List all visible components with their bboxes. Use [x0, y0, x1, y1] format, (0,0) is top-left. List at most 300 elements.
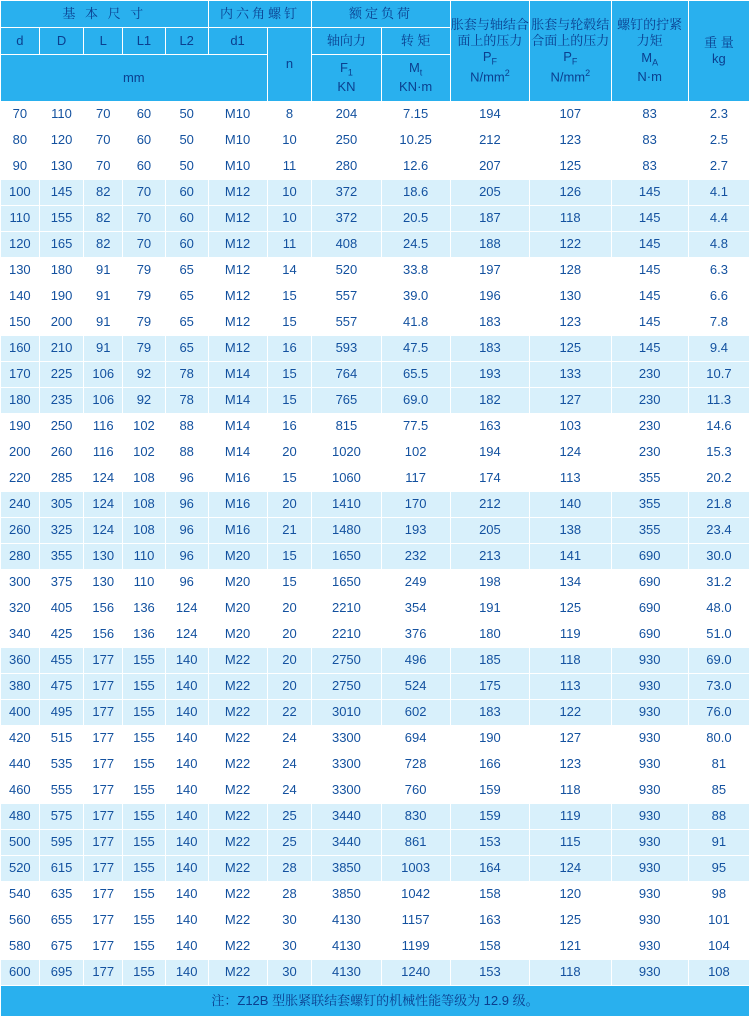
cell-torque: 524: [381, 674, 450, 700]
cell-hub-pressure: 118: [530, 960, 611, 986]
cell-weight: 81: [688, 752, 749, 778]
cell-n: 28: [267, 882, 312, 908]
table-row: [1, 882, 750, 908]
cell-hub-pressure: 134: [530, 570, 611, 596]
cell-D: 375: [39, 570, 84, 596]
cell-axial-force: 3850: [312, 856, 381, 882]
cell-hub-pressure: 113: [530, 674, 611, 700]
cell-axial-force: 2210: [312, 622, 381, 648]
cell-tighten-torque: 930: [611, 804, 688, 830]
cell-L1: 155: [123, 830, 166, 856]
cell-L1: 60: [123, 102, 166, 128]
table-row: [1, 492, 750, 518]
cell-d: 560: [1, 908, 40, 934]
cell-n: 15: [267, 544, 312, 570]
cell-axial-force: 4130: [312, 934, 381, 960]
cell-axial-force: 3440: [312, 830, 381, 856]
cell-L2: 140: [165, 882, 208, 908]
cell-tighten-torque: 690: [611, 544, 688, 570]
cell-tighten-torque: 930: [611, 648, 688, 674]
cell-shaft-pressure: 153: [450, 830, 529, 856]
cell-d1: M22: [208, 856, 267, 882]
cell-d1: M20: [208, 570, 267, 596]
cell-L: 91: [84, 258, 123, 284]
cell-tighten-torque: 83: [611, 102, 688, 128]
cell-torque: 728: [381, 752, 450, 778]
table-row: [1, 544, 750, 570]
cell-L2: 96: [165, 466, 208, 492]
cell-hub-pressure: 118: [530, 206, 611, 232]
cell-n: 16: [267, 414, 312, 440]
table-row: [1, 388, 750, 414]
cell-D: 200: [39, 310, 84, 336]
cell-weight: 30.0: [688, 544, 749, 570]
header-weight: [688, 1, 749, 102]
cell-n: 16: [267, 336, 312, 362]
cell-L2: 88: [165, 414, 208, 440]
cell-D: 635: [39, 882, 84, 908]
cell-axial-force: 372: [312, 206, 381, 232]
footer-note: 注：Z12B 型胀紧联结套螺钉的机械性能等级为 12.9 级。: [1, 986, 750, 1017]
cell-weight: 108: [688, 960, 749, 986]
cell-d: 110: [1, 206, 40, 232]
cell-n: 20: [267, 492, 312, 518]
cell-axial-force: 815: [312, 414, 381, 440]
cell-d: 520: [1, 856, 40, 882]
cell-D: 285: [39, 466, 84, 492]
cell-tighten-torque: 930: [611, 934, 688, 960]
table-row: [1, 960, 750, 986]
cell-L1: 92: [123, 362, 166, 388]
cell-tighten-torque: 930: [611, 882, 688, 908]
cell-d: 140: [1, 284, 40, 310]
cell-tighten-torque: 355: [611, 518, 688, 544]
header-torque-symbol: $M_t$ KN·m: [381, 55, 450, 102]
cell-axial-force: 1410: [312, 492, 381, 518]
cell-tighten-torque: 145: [611, 258, 688, 284]
table-row: [1, 362, 750, 388]
table-row: [1, 128, 750, 154]
cell-L: 177: [84, 934, 123, 960]
cell-shaft-pressure: 188: [450, 232, 529, 258]
cell-d: 300: [1, 570, 40, 596]
cell-n: 25: [267, 804, 312, 830]
cell-hub-pressure: 119: [530, 622, 611, 648]
cell-d: 90: [1, 154, 40, 180]
header-shaft-pressure-unit: $N/mm^2$: [470, 67, 510, 85]
cell-torque: 602: [381, 700, 450, 726]
cell-shaft-pressure: 207: [450, 154, 529, 180]
cell-L: 124: [84, 466, 123, 492]
cell-axial-force: 2210: [312, 596, 381, 622]
cell-shaft-pressure: 185: [450, 648, 529, 674]
table-row: [1, 466, 750, 492]
cell-d1: M22: [208, 648, 267, 674]
cell-L: 177: [84, 804, 123, 830]
cell-weight: 20.2: [688, 466, 749, 492]
cell-L2: 65: [165, 258, 208, 284]
cell-D: 325: [39, 518, 84, 544]
cell-L: 70: [84, 128, 123, 154]
cell-axial-force: 1650: [312, 570, 381, 596]
cell-torque: 760: [381, 778, 450, 804]
cell-tighten-torque: 230: [611, 362, 688, 388]
cell-torque: 18.6: [381, 180, 450, 206]
cell-axial-force: 4130: [312, 960, 381, 986]
cell-D: 165: [39, 232, 84, 258]
cell-torque: 39.0: [381, 284, 450, 310]
cell-shaft-pressure: 198: [450, 570, 529, 596]
cell-axial-force: 1020: [312, 440, 381, 466]
cell-D: 405: [39, 596, 84, 622]
cell-L2: 140: [165, 700, 208, 726]
cell-hub-pressure: 125: [530, 154, 611, 180]
cell-weight: 14.6: [688, 414, 749, 440]
header-col-L1: L1: [123, 28, 166, 55]
cell-L1: 155: [123, 700, 166, 726]
cell-axial-force: 764: [312, 362, 381, 388]
cell-torque: 20.5: [381, 206, 450, 232]
cell-n: 15: [267, 388, 312, 414]
cell-axial-force: 3010: [312, 700, 381, 726]
table-row: [1, 856, 750, 882]
cell-L: 124: [84, 492, 123, 518]
cell-torque: 7.15: [381, 102, 450, 128]
cell-tighten-torque: 930: [611, 726, 688, 752]
cell-L: 106: [84, 388, 123, 414]
header-col-axial-force: 轴向力: [312, 28, 381, 55]
cell-n: 8: [267, 102, 312, 128]
cell-hub-pressure: 124: [530, 856, 611, 882]
cell-shaft-pressure: 212: [450, 492, 529, 518]
cell-d: 600: [1, 960, 40, 986]
cell-shaft-pressure: 187: [450, 206, 529, 232]
cell-L1: 155: [123, 908, 166, 934]
cell-shaft-pressure: 159: [450, 778, 529, 804]
cell-D: 515: [39, 726, 84, 752]
cell-d1: M12: [208, 258, 267, 284]
cell-torque: 41.8: [381, 310, 450, 336]
cell-d: 360: [1, 648, 40, 674]
cell-L: 124: [84, 518, 123, 544]
cell-L: 82: [84, 180, 123, 206]
cell-d1: M22: [208, 882, 267, 908]
table-row: [1, 440, 750, 466]
cell-d1: M20: [208, 596, 267, 622]
cell-d: 220: [1, 466, 40, 492]
cell-d1: M14: [208, 388, 267, 414]
cell-L: 156: [84, 622, 123, 648]
cell-weight: 48.0: [688, 596, 749, 622]
cell-d1: M16: [208, 518, 267, 544]
cell-D: 120: [39, 128, 84, 154]
header-col-d1: d1: [208, 28, 267, 55]
cell-D: 695: [39, 960, 84, 986]
cell-L: 177: [84, 960, 123, 986]
cell-d: 320: [1, 596, 40, 622]
table-row: [1, 310, 750, 336]
cell-L1: 60: [123, 154, 166, 180]
cell-tighten-torque: 145: [611, 180, 688, 206]
cell-n: 10: [267, 128, 312, 154]
cell-axial-force: 3440: [312, 804, 381, 830]
cell-tighten-torque: 83: [611, 128, 688, 154]
table-row: [1, 752, 750, 778]
cell-weight: 104: [688, 934, 749, 960]
cell-L: 177: [84, 648, 123, 674]
table-row: [1, 414, 750, 440]
cell-L1: 79: [123, 310, 166, 336]
cell-L: 177: [84, 700, 123, 726]
cell-d1: M22: [208, 752, 267, 778]
cell-n: 15: [267, 570, 312, 596]
cell-L2: 140: [165, 752, 208, 778]
cell-d1: M22: [208, 960, 267, 986]
cell-torque: 117: [381, 466, 450, 492]
cell-torque: 830: [381, 804, 450, 830]
table-row: [1, 934, 750, 960]
cell-axial-force: 765: [312, 388, 381, 414]
cell-L2: 140: [165, 804, 208, 830]
cell-shaft-pressure: 163: [450, 908, 529, 934]
table-row: [1, 674, 750, 700]
cell-axial-force: 1650: [312, 544, 381, 570]
cell-d1: M14: [208, 362, 267, 388]
cell-D: 190: [39, 284, 84, 310]
cell-L1: 70: [123, 232, 166, 258]
cell-d: 500: [1, 830, 40, 856]
cell-L1: 79: [123, 284, 166, 310]
cell-torque: 47.5: [381, 336, 450, 362]
cell-weight: 9.4: [688, 336, 749, 362]
cell-tighten-torque: 230: [611, 440, 688, 466]
cell-D: 425: [39, 622, 84, 648]
cell-L: 177: [84, 908, 123, 934]
table-header: [1, 1, 750, 102]
table-row: [1, 570, 750, 596]
cell-d: 190: [1, 414, 40, 440]
header-shaft-pressure: [450, 1, 529, 102]
cell-hub-pressure: 123: [530, 752, 611, 778]
cell-L2: 140: [165, 830, 208, 856]
cell-axial-force: 3850: [312, 882, 381, 908]
cell-L: 177: [84, 856, 123, 882]
cell-torque: 170: [381, 492, 450, 518]
cell-L1: 136: [123, 622, 166, 648]
cell-L2: 96: [165, 492, 208, 518]
cell-tighten-torque: 145: [611, 232, 688, 258]
cell-torque: 24.5: [381, 232, 450, 258]
cell-L: 91: [84, 336, 123, 362]
cell-d: 70: [1, 102, 40, 128]
cell-torque: 496: [381, 648, 450, 674]
cell-tighten-torque: 355: [611, 492, 688, 518]
cell-axial-force: 2750: [312, 674, 381, 700]
cell-n: 22: [267, 700, 312, 726]
cell-n: 20: [267, 440, 312, 466]
cell-shaft-pressure: 163: [450, 414, 529, 440]
cell-n: 10: [267, 206, 312, 232]
cell-d1: M12: [208, 206, 267, 232]
cell-n: 11: [267, 232, 312, 258]
cell-tighten-torque: 930: [611, 700, 688, 726]
cell-axial-force: 593: [312, 336, 381, 362]
cell-shaft-pressure: 175: [450, 674, 529, 700]
cell-L: 177: [84, 752, 123, 778]
cell-hub-pressure: 127: [530, 726, 611, 752]
cell-d: 480: [1, 804, 40, 830]
header-shaft-pressure-symbol: $P_F$: [482, 49, 497, 67]
cell-tighten-torque: 930: [611, 856, 688, 882]
cell-shaft-pressure: 197: [450, 258, 529, 284]
cell-torque: 249: [381, 570, 450, 596]
cell-torque: 69.0: [381, 388, 450, 414]
header-axial-force-symbol: $F_1$ KN: [312, 55, 381, 102]
cell-L2: 50: [165, 154, 208, 180]
cell-tighten-torque: 930: [611, 674, 688, 700]
header-axial-force-unit: KN: [337, 79, 356, 95]
cell-d: 440: [1, 752, 40, 778]
cell-weight: 73.0: [688, 674, 749, 700]
cell-L2: 96: [165, 570, 208, 596]
cell-L1: 155: [123, 934, 166, 960]
cell-d1: M10: [208, 128, 267, 154]
cell-axial-force: 3300: [312, 752, 381, 778]
cell-n: 15: [267, 466, 312, 492]
cell-tighten-torque: 930: [611, 752, 688, 778]
cell-tighten-torque: 930: [611, 778, 688, 804]
cell-hub-pressure: 121: [530, 934, 611, 960]
cell-d: 150: [1, 310, 40, 336]
cell-tighten-torque: 930: [611, 830, 688, 856]
cell-L: 177: [84, 830, 123, 856]
header-col-D: D: [39, 28, 84, 55]
cell-axial-force: 557: [312, 310, 381, 336]
cell-hub-pressure: 120: [530, 882, 611, 908]
cell-n: 15: [267, 284, 312, 310]
cell-d: 580: [1, 934, 40, 960]
header-hub-pressure-unit: $N/mm^2$: [550, 67, 591, 85]
cell-axial-force: 3300: [312, 726, 381, 752]
header-col-d: d: [1, 28, 40, 55]
cell-L1: 79: [123, 336, 166, 362]
cell-n: 15: [267, 310, 312, 336]
table-row: [1, 336, 750, 362]
cell-D: 495: [39, 700, 84, 726]
cell-weight: 15.3: [688, 440, 749, 466]
cell-weight: 101: [688, 908, 749, 934]
cell-shaft-pressure: 174: [450, 466, 529, 492]
cell-d: 260: [1, 518, 40, 544]
cell-d1: M20: [208, 622, 267, 648]
header-col-n: n: [267, 28, 312, 102]
cell-n: 25: [267, 830, 312, 856]
cell-axial-force: 250: [312, 128, 381, 154]
cell-tighten-torque: 230: [611, 388, 688, 414]
cell-shaft-pressure: 183: [450, 310, 529, 336]
cell-d: 170: [1, 362, 40, 388]
cell-weight: 23.4: [688, 518, 749, 544]
cell-n: 20: [267, 622, 312, 648]
header-tighten-unit: N·m: [637, 68, 662, 84]
cell-axial-force: 1480: [312, 518, 381, 544]
cell-hub-pressure: 115: [530, 830, 611, 856]
cell-L2: 140: [165, 726, 208, 752]
cell-shaft-pressure: 205: [450, 180, 529, 206]
cell-D: 225: [39, 362, 84, 388]
cell-d: 240: [1, 492, 40, 518]
cell-weight: 91: [688, 830, 749, 856]
cell-L: 177: [84, 778, 123, 804]
cell-shaft-pressure: 213: [450, 544, 529, 570]
cell-weight: 51.0: [688, 622, 749, 648]
cell-L2: 60: [165, 206, 208, 232]
cell-n: 24: [267, 752, 312, 778]
header-hub-pressure-label: 胀套与轮毂结合面上的压力: [531, 16, 610, 48]
cell-L2: 140: [165, 908, 208, 934]
cell-L: 106: [84, 362, 123, 388]
cell-axial-force: 372: [312, 180, 381, 206]
cell-axial-force: 204: [312, 102, 381, 128]
cell-L2: 50: [165, 128, 208, 154]
cell-torque: 102: [381, 440, 450, 466]
cell-tighten-torque: 930: [611, 960, 688, 986]
cell-weight: 2.7: [688, 154, 749, 180]
cell-d1: M16: [208, 492, 267, 518]
cell-tighten-torque: 690: [611, 570, 688, 596]
cell-L2: 140: [165, 856, 208, 882]
cell-L1: 155: [123, 726, 166, 752]
cell-weight: 98: [688, 882, 749, 908]
footer-row: [1, 986, 750, 1017]
cell-L1: 155: [123, 752, 166, 778]
cell-L1: 79: [123, 258, 166, 284]
cell-L: 130: [84, 570, 123, 596]
cell-d1: M14: [208, 414, 267, 440]
cell-L2: 88: [165, 440, 208, 466]
cell-L1: 155: [123, 882, 166, 908]
cell-d: 460: [1, 778, 40, 804]
cell-tighten-torque: 930: [611, 908, 688, 934]
table-row: [1, 154, 750, 180]
cell-L1: 155: [123, 804, 166, 830]
cell-weight: 95: [688, 856, 749, 882]
cell-weight: 11.3: [688, 388, 749, 414]
cell-L1: 155: [123, 778, 166, 804]
cell-hub-pressure: 124: [530, 440, 611, 466]
cell-torque: 694: [381, 726, 450, 752]
cell-n: 11: [267, 154, 312, 180]
cell-d1: M22: [208, 908, 267, 934]
cell-d1: M20: [208, 544, 267, 570]
cell-L1: 92: [123, 388, 166, 414]
cell-L2: 78: [165, 362, 208, 388]
cell-L1: 110: [123, 544, 166, 570]
table-row: [1, 804, 750, 830]
table-row: [1, 700, 750, 726]
cell-shaft-pressure: 182: [450, 388, 529, 414]
cell-shaft-pressure: 164: [450, 856, 529, 882]
cell-D: 575: [39, 804, 84, 830]
cell-n: 20: [267, 596, 312, 622]
cell-d1: M12: [208, 180, 267, 206]
header-group-screw: 内六角螺钉: [208, 1, 312, 28]
cell-D: 130: [39, 154, 84, 180]
cell-tighten-torque: 145: [611, 206, 688, 232]
cell-L: 177: [84, 726, 123, 752]
cell-weight: 80.0: [688, 726, 749, 752]
cell-L: 70: [84, 154, 123, 180]
